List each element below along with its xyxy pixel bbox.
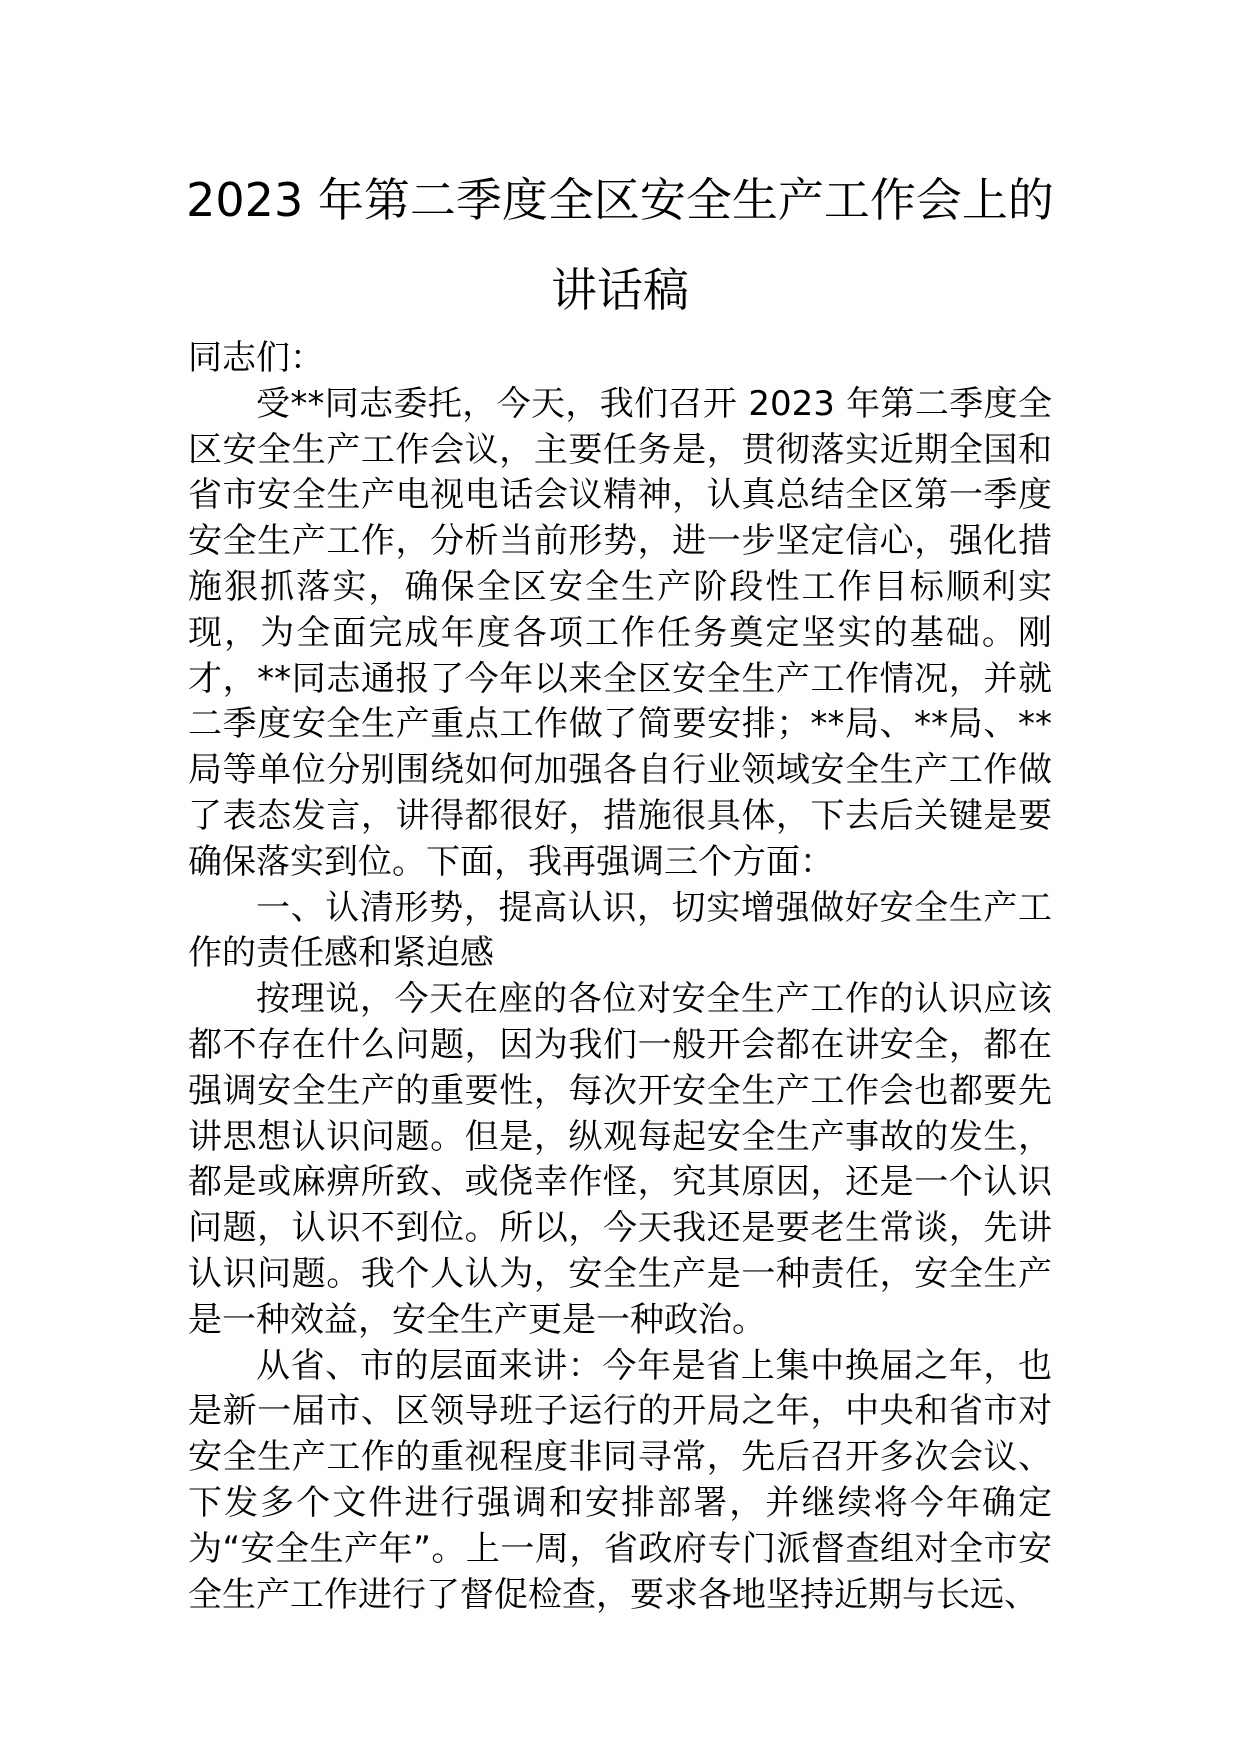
salutation: 同志们： [188,338,324,378]
document-body [188,336,1052,1618]
paragraph-province-city: 从省、市的层面来讲：今年是省上集中换届之年，也是新一届市、区领导班子运行的开局之年，中央和省市对安全生产工作的重视程度非同寻常，先后召开多次会议、下发多个文件进行强调和安排部署，并继续将今年确定为“安全生产年”。上一周，省政府专门派督查组对全市安全生产工作进行了督促检查，要求各地坚持近期与长远、 [188,1345,1052,1615]
section-heading-1: 一、认清形势，提高认识，切实增强做好安全生产工作的责任感和紧迫感 [188,887,1052,974]
document-title-line-2: 讲话稿 [551,263,689,317]
paragraph-intro: 受**同志委托，今天，我们召开 2023 年第二季度全区安全生产工作会议，主要任务是，贯彻落实近期全国和省市安全生产电视电话会议精神，认真总结全区第一季度安全生产工作，分析当前形势，进一步坚定信心，强化措施狠抓落实，确保全区安全生产阶段性工作目标顺利实现，为全面完成年度各项工作任务奠定坚实的基础。刚才，**同志通报了今年以来全区安全生产工作情况，并就二季度安全生产重点工作做了简要安排；**局、**局、**局等单位分别围绕如何加强各自行业领域安全生产工作做了表态发言，讲得都很好，措施很具体，下去后关键是要确保落实到位。下面，我再强调三个方面： [188,383,1052,882]
document-title-line-1: 2023 年第二季度全区安全生产工作会上的 [186,173,1054,227]
paragraph-awareness: 按理说，今天在座的各位对安全生产工作的认识应该都不存在什么问题，因为我们一般开会都在讲安全，都在强调安全生产的重要性，每次开安全生产工作会也都要先讲思想认识问题。但是，纵观每起安全生产事故的发生，都是或麻痹所致、或侥幸作怪，究其原因，还是一个认识问题，认识不到位。所以，今天我还是要老生常谈，先讲认识问题。我个人认为，安全生产是一种责任，安全生产是一种效益，安全生产更是一种政治。 [188,979,1052,1340]
